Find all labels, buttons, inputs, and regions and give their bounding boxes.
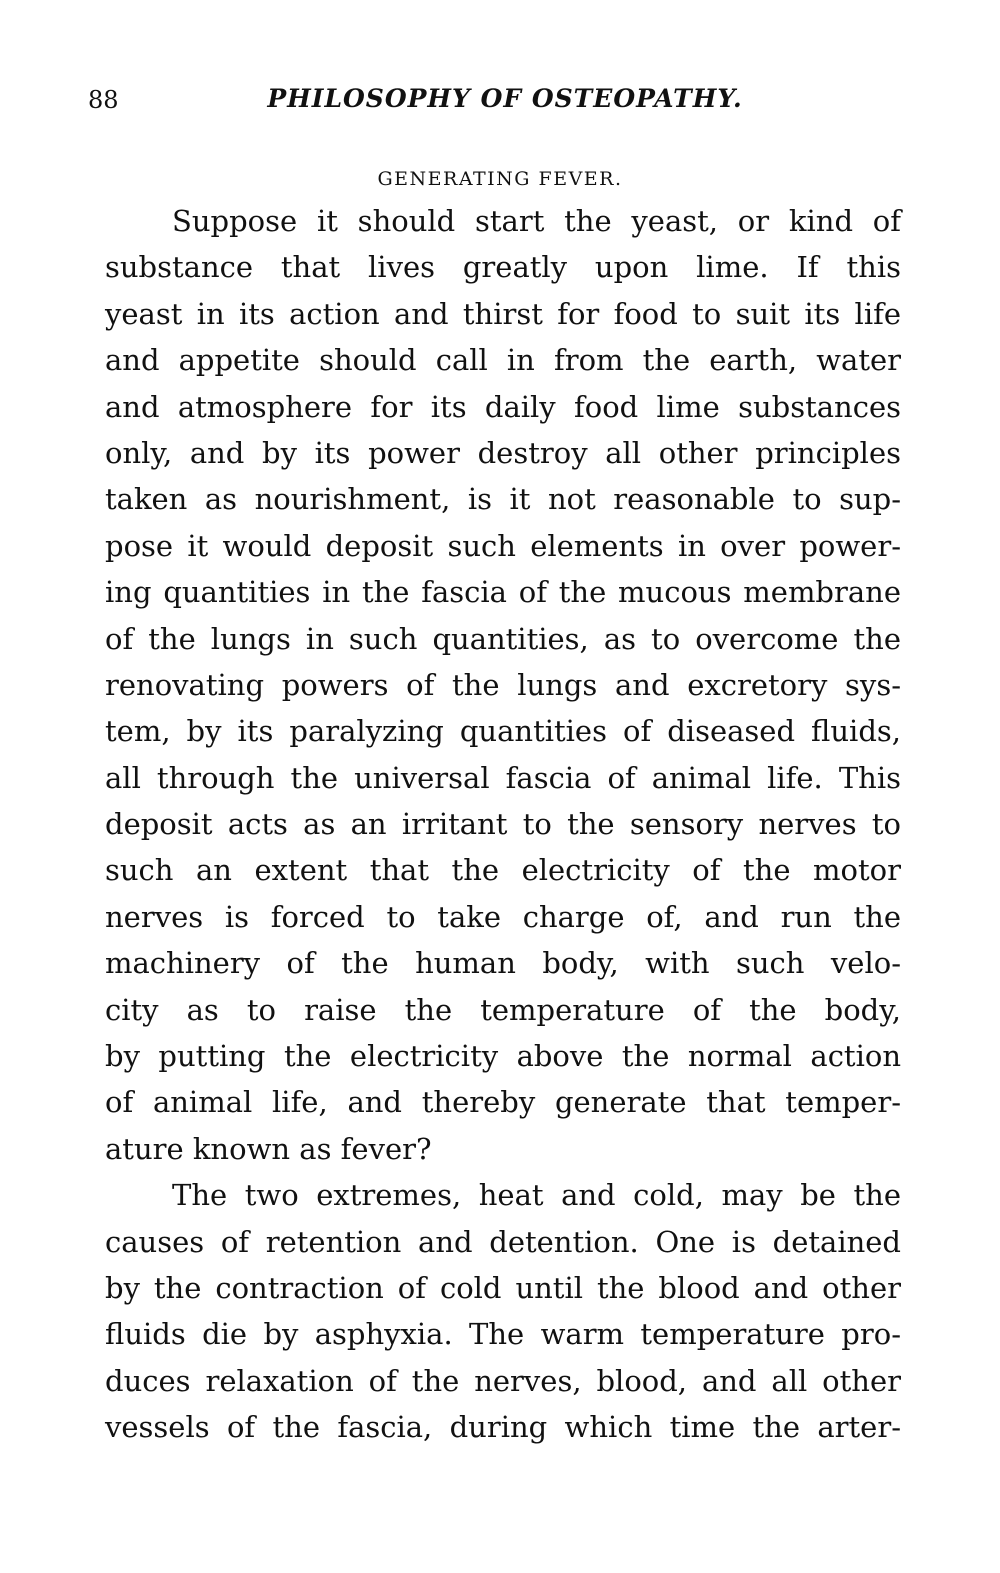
text-line: machinery of the human body, with such velo- xyxy=(105,946,901,981)
paragraph xyxy=(105,1172,901,1450)
text-line: such an extent that the electricity of the motor xyxy=(105,853,901,888)
text-line: and atmosphere for its daily food lime substances xyxy=(105,389,901,424)
text-line: city as to raise the temperature of the body, xyxy=(105,992,901,1027)
text-line: and appetite should call in from the earth, water xyxy=(105,343,901,378)
text-line: of animal life, and thereby generate that temper- xyxy=(105,1085,901,1120)
paragraph xyxy=(105,198,901,1172)
text-line: all through the universal fascia of animal life. This xyxy=(105,760,901,795)
text-line: substance that lives greatly upon lime. If this xyxy=(105,250,901,285)
page-body xyxy=(105,198,901,1451)
text-line: causes of retention and detention. One is detained xyxy=(105,1224,901,1259)
text-line: taken as nourishment, is it not reasonable to sup- xyxy=(105,482,901,517)
text-line: fluids die by asphyxia. The warm temperature pro- xyxy=(105,1317,901,1352)
text-line: by the contraction of cold until the blood and other xyxy=(105,1270,901,1305)
text-line: deposit acts as an irritant to the sensory nerves to xyxy=(105,807,901,842)
text-line: by putting the electricity above the normal action xyxy=(105,1039,901,1074)
text-line: yeast in its action and thirst for food to suit its life xyxy=(105,296,901,331)
text-line: only, and by its power destroy all other principles xyxy=(105,435,901,470)
text-line: The two extremes, heat and cold, may be the xyxy=(172,1178,901,1213)
text-line: Suppose it should start the yeast, or kind of xyxy=(172,204,901,238)
text-line: nerves is forced to take charge of, and run the xyxy=(105,899,901,934)
text-line: vessels of the fascia, during which time the arter- xyxy=(105,1410,901,1445)
text-line: ature known as fever? xyxy=(105,1131,432,1166)
section-heading: GENERATING FEVER. xyxy=(377,168,623,190)
text-line: ing quantities in the fascia of the mucous membrane xyxy=(105,575,901,610)
page-number: 88 xyxy=(88,86,119,114)
text-line: tem, by its paralyzing quantities of diseased fluids, xyxy=(105,714,901,749)
text-line: of the lungs in such quantities, as to overcome the xyxy=(105,621,901,656)
text-line: renovating powers of the lungs and excretory sys- xyxy=(105,667,901,702)
text-line: duces relaxation of the nerves, blood, and all other xyxy=(105,1363,901,1398)
running-title: PHILOSOPHY OF OSTEOPATHY. xyxy=(267,84,743,113)
text-line: pose it would deposit such elements in over power- xyxy=(105,528,901,563)
